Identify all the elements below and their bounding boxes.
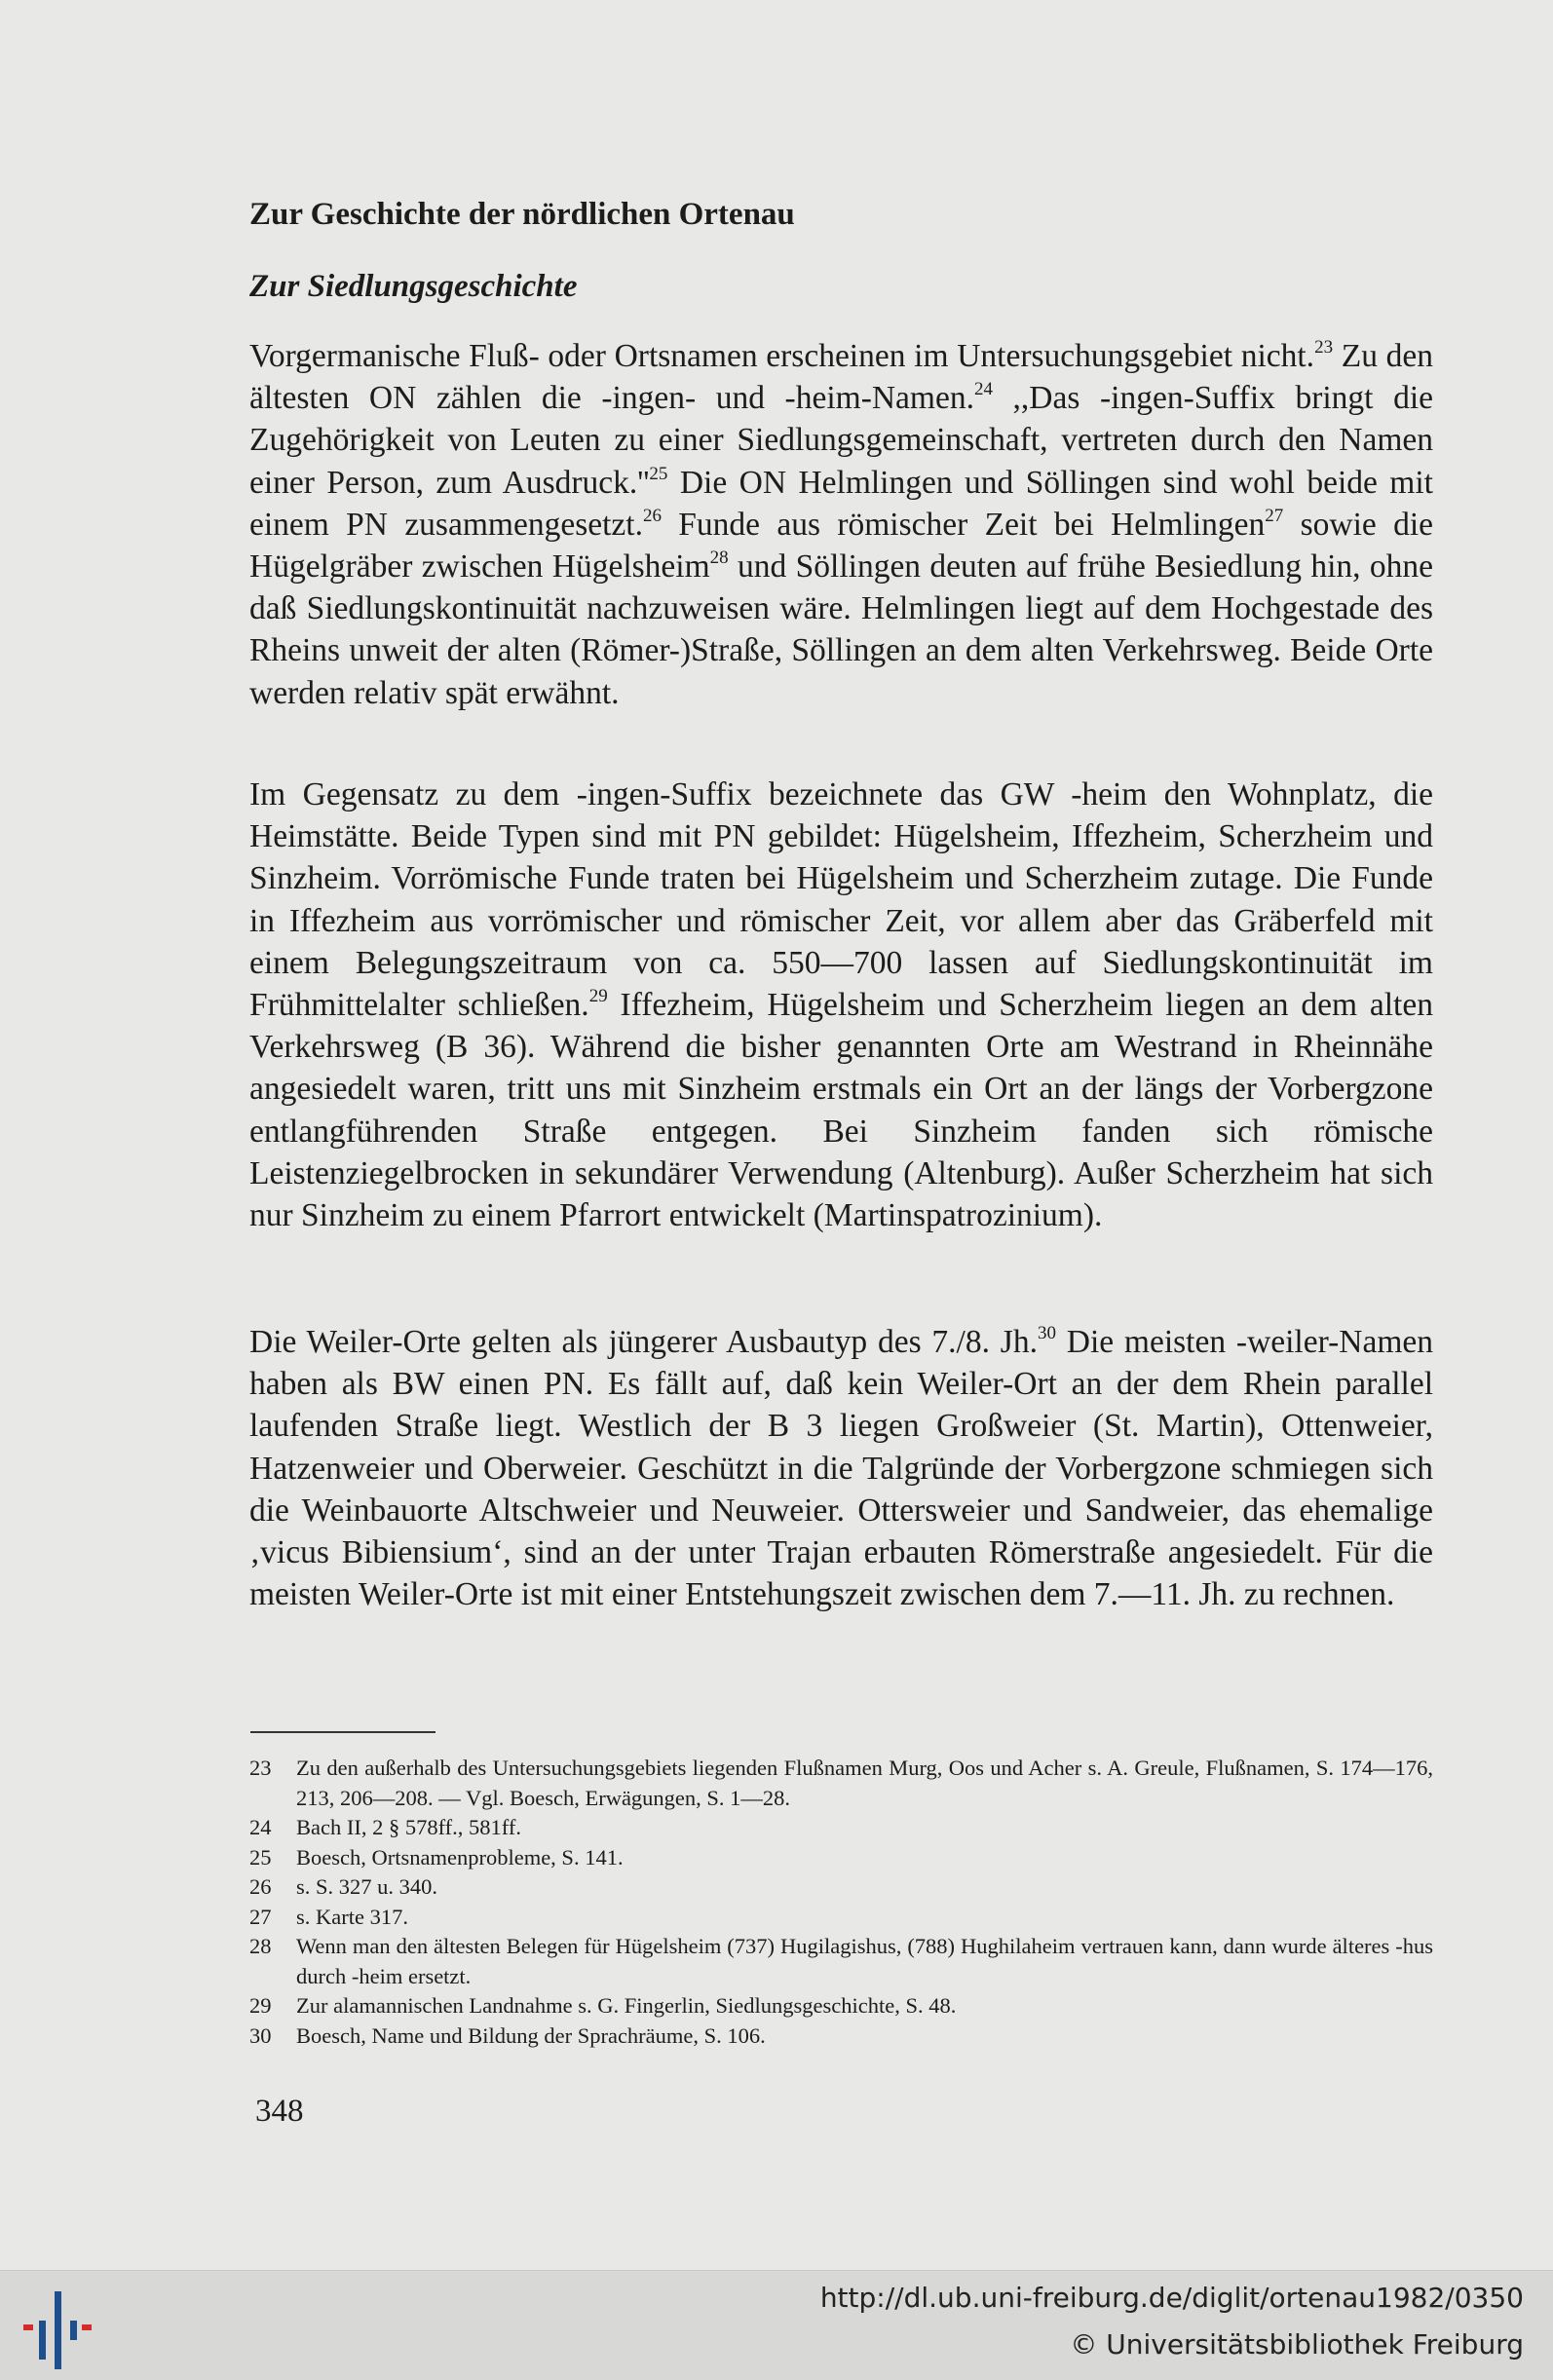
text-run: ,,Das -ingen-Suffix bringt die Zugehörigkeit von Leuten zu einer Siedlungsgemeinschaft, vertreten durch den Namen einer Person, zum Ausdruck.'' (249, 380, 1433, 501)
section-heading: Zur Geschichte der nördlichen Ortenau (249, 197, 795, 232)
footnote-text: Bach II, 2 § 578ff., 581ff. (296, 1815, 521, 1839)
footnote-text: Wenn man den ältesten Belegen für Hügelsheim (737) Hugilagishus, (788) Hughilaheim vertrauen kann, dann wurde älteres -hus durch -heim ersetzt. (296, 1934, 1433, 1988)
footnote-text: Zur alamannischen Landnahme s. G. Fingerlin, Siedlungsgeschichte, S. 48. (296, 1993, 957, 2018)
paragraph-text (249, 774, 1433, 1236)
footnote-item (249, 1903, 1433, 1933)
text-run: Die meisten -weiler-Namen haben als BW einen PN. Es fällt auf, daß kein Weiler-Ort an der dem Rhein parallel laufenden Straße liegt. Westlich der B 3 liegen Großweier (St. Martin), Ottenweier, Hatzenweier und Oberweier. Geschützt in die Talgründe der Vorbergzone schmiegen sich die Weinbauorte Altschweier und Neuweier. Ottersweier und Sandweier, das ehemalige ‚vicus Bibiensium‘, sind an der unter Trajan erbauten Römerstraße angesiedelt. Für die meisten Weiler-Orte ist mit einer Entstehungszeit zwischen dem 7.—11. Jh. zu rechnen. (249, 1324, 1433, 1613)
paragraph-text (249, 1321, 1433, 1615)
footnote-number: 27 (249, 1904, 272, 1929)
footnote-number: 29 (249, 1993, 272, 2018)
text-run: Funde aus römischer Zeit bei Helmlingen (661, 506, 1266, 543)
footnote-text: s. Karte 317. (296, 1904, 408, 1929)
section-subheading: Zur Siedlungsgeschichte (249, 269, 578, 304)
text-run: Im Gegensatz zu dem -ingen-Suffix bezeichnete das GW -heim den Wohnplatz, die Heimstätte. Beide Typen sind mit PN gebildet: Hügelsheim, Iffezheim, Scherzheim und Sinzheim. Vorrömische Funde traten bei Hügelsheim und Scherzheim zutage. Die Funde in Iffezheim aus vorrömischer und römischer Zeit, vor allem aber das Gräberfeld mit einem Belegungszeitraum von ca. 550—700 lassen auf Siedlungskontinuität im Frühmittelalter schließen. (249, 776, 1433, 1024)
footnote-item (249, 1932, 1433, 1991)
footnote-reference[interactable]: 26 (642, 505, 662, 526)
text-run: Iffezheim, Hügelsheim und Scherzheim liegen an dem alten Verkehrsweg (B 36). Während die bisher genannten Orte am Westrand in Rheinnähe angesiedelt waren, tritt uns mit Sinzheim erstmals ein Ort an der längs der Vorbergzone entlangführenden Straße entgegen. Bei Sinzheim fanden sich römische Leistenziegelbrocken in sekundärer Verwendung (Altenburg). Außer Scherzheim hat sich nur Sinzheim zu einem Pfarrort entwickelt (Martinspatrozinium). (249, 987, 1433, 1234)
footnote-text: Boesch, Ortsnamenprobleme, S. 141. (296, 1844, 624, 1870)
copyright-notice: © Universitätsbibliothek Freiburg (1070, 2328, 1524, 2361)
text-run: Vorgermanische Fluß- oder Ortsnamen erscheinen im Untersuchungsgebiet nicht. (249, 338, 1315, 374)
text-run: Zu den ältesten ON zählen die -ingen- und -heim-Namen. (249, 338, 1433, 417)
paragraph-3 (249, 1321, 1433, 1615)
footnote-item (249, 1843, 1433, 1873)
footnote-reference[interactable]: 25 (649, 463, 668, 484)
footnote-reference[interactable]: 24 (973, 379, 993, 400)
footnote-item (249, 1813, 1433, 1843)
footnote-text: s. S. 327 u. 340. (296, 1874, 438, 1899)
footnote-item (249, 2021, 1433, 2052)
paragraph-1 (249, 335, 1433, 714)
footnote-reference[interactable]: 28 (709, 548, 729, 569)
footnote-number: 26 (249, 1874, 272, 1899)
text-run: Die Weiler-Orte gelten als jüngerer Ausbautyp des 7./8. Jh. (249, 1324, 1038, 1360)
footnote-number: 30 (249, 2022, 272, 2048)
footnote-separator (250, 1731, 436, 1733)
footnote-item (249, 1991, 1433, 2021)
footnote-text: Boesch, Name und Bildung der Sprachräume, S. 106. (296, 2022, 766, 2048)
footnote-number: 28 (249, 1934, 272, 1958)
footnote-reference[interactable]: 23 (1314, 337, 1334, 358)
footnote-reference[interactable]: 27 (1265, 505, 1284, 526)
footnote-number: 24 (249, 1815, 272, 1839)
footnote-text: Zu den außerhalb des Untersuchungsgebiets liegenden Flußnamen Murg, Oos und Acher s. A. Greule, Flußnamen, S. 174—176, 213, 206—208. — Vgl. Boesch, Erwägungen, S. 1—28. (296, 1756, 1433, 1810)
footnote-reference[interactable]: 30 (1037, 1323, 1056, 1343)
ub-freiburg-logo-icon (21, 2291, 99, 2369)
footnote-item (249, 1872, 1433, 1903)
footnote-number: 25 (249, 1844, 272, 1870)
source-url-link[interactable]: http://dl.ub.uni-freiburg.de/diglit/ortenau1982/0350 (819, 2282, 1524, 2314)
text-run: und Söllingen deuten auf frühe Besiedlung hin, ohne daß Siedlungskontinuität nachzuweisen wäre. Helmlingen liegt auf dem Hochgestade des Rheins unweit der alten (Römer-)Straße, Söllingen an dem alten Verkehrsweg. Beide Orte werden relativ spät erwähnt. (249, 548, 1433, 711)
text-run: sowie die Hügelgräber zwischen Hügelsheim (249, 506, 1434, 586)
text-run: Die ON Helmlingen und Söllingen sind wohl beide mit einem PN zusammengesetzt. (249, 464, 1433, 543)
footnote-item (249, 1754, 1433, 1813)
paragraph-text (249, 335, 1433, 714)
footnote-number: 23 (249, 1756, 272, 1780)
footnote-reference[interactable]: 29 (588, 986, 608, 1007)
paragraph-2 (249, 774, 1433, 1236)
footnotes-list (249, 1754, 1433, 2051)
page-number: 348 (255, 2094, 304, 2129)
